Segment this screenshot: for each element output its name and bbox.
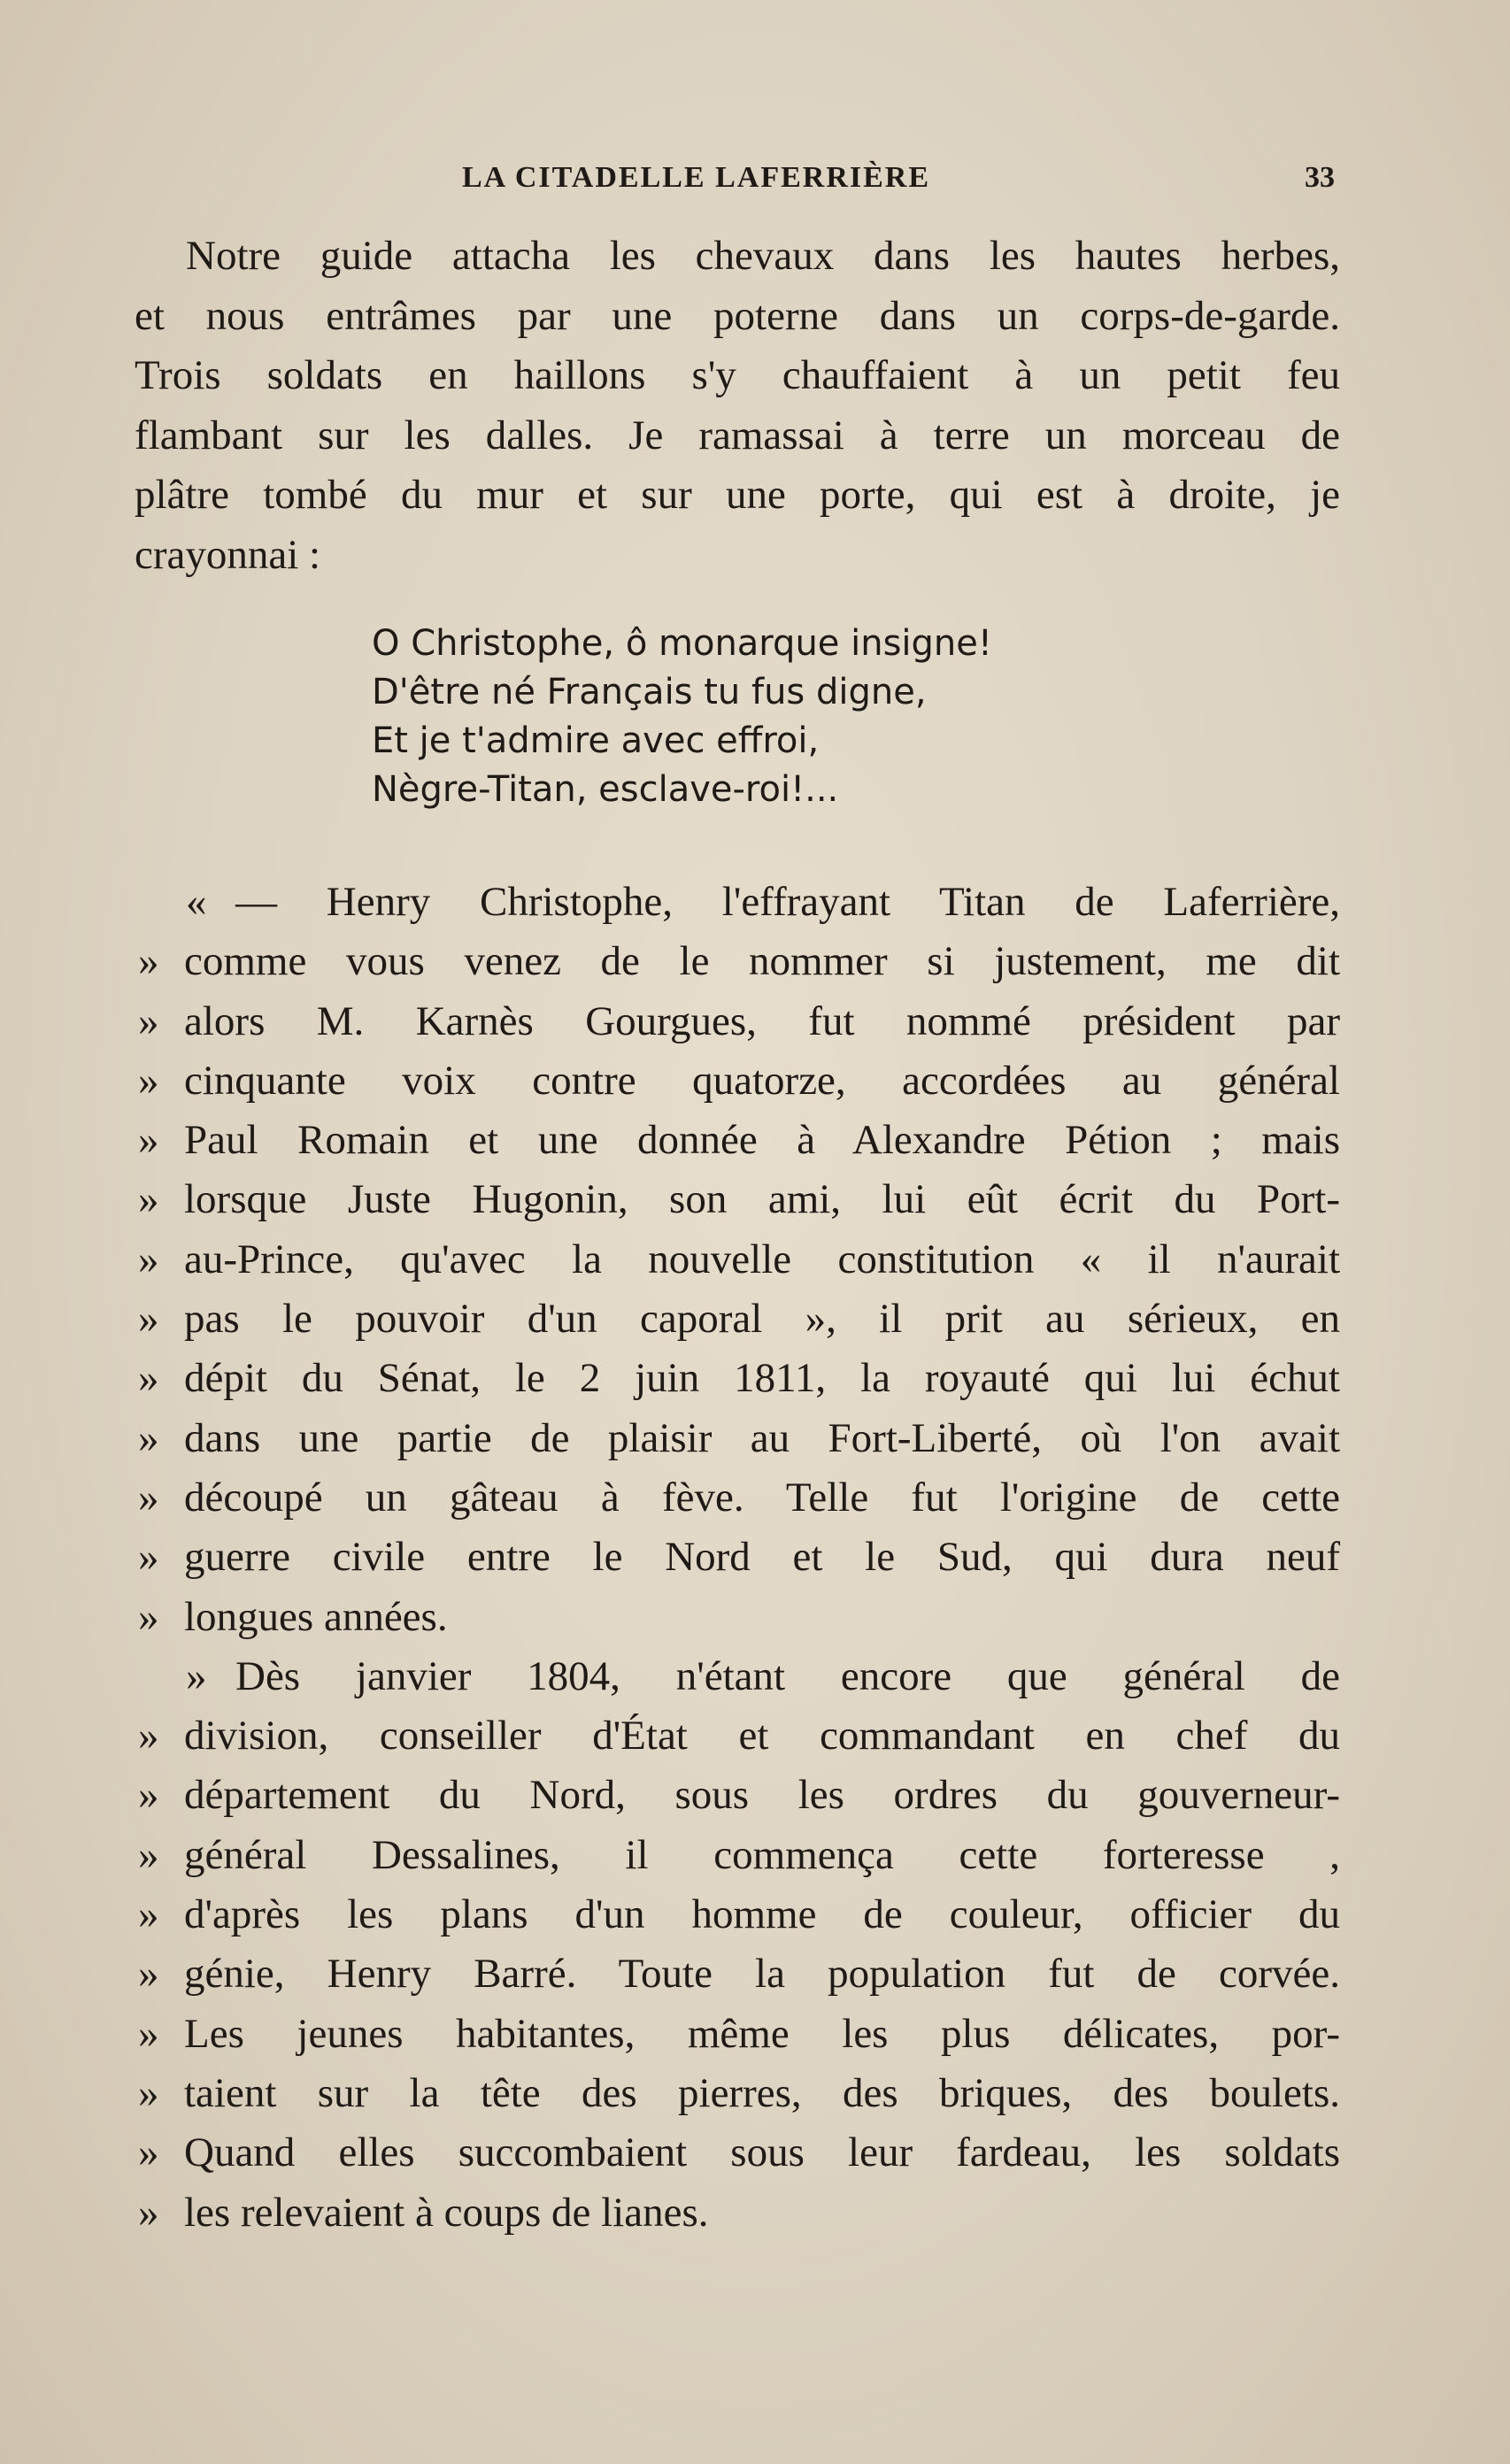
- quote-mark: »: [138, 1296, 159, 1343]
- quote-text: dépit du Sénat, le 2 juin 1811, la royauté qui lui échut: [184, 1355, 1340, 1402]
- quote-line: [135, 992, 1340, 1051]
- quote-mark: »: [138, 1057, 159, 1104]
- quote-mark: »: [138, 1414, 159, 1461]
- quote-line: [135, 1349, 1340, 1408]
- verse-block: [372, 620, 992, 814]
- quote-line: [135, 2123, 1340, 2183]
- quote-line: [135, 1826, 1340, 1885]
- quote-text: Quand elles succombaient sous leur fardeau, les soldats: [184, 2129, 1340, 2176]
- verse-line: Et je t'admire avec effroi,: [372, 720, 820, 761]
- quote-text: pas le pouvoir d'un caporal », il prit au sérieux, en: [184, 1296, 1340, 1343]
- quote-mark: »: [138, 2010, 159, 2057]
- quote-text: division, conseiller d'État et commandant en chef du: [184, 1713, 1340, 1759]
- quote-mark: »: [138, 1951, 159, 1998]
- quote-mark: »: [138, 1534, 159, 1581]
- quote-text: Paul Romain et une donnée à Alexandre Pétion ; mais: [184, 1117, 1340, 1164]
- quote-mark: »: [138, 1176, 159, 1223]
- quote-line: [135, 1528, 1340, 1587]
- quote-line: [135, 1409, 1340, 1468]
- quote-line: [135, 1885, 1340, 1944]
- quote-text: département du Nord, sous les ordres du gouverneur-: [184, 1772, 1340, 1819]
- quote-line: [135, 1706, 1340, 1766]
- page-number: 33: [1305, 161, 1335, 194]
- quote-text: longues années.: [184, 1593, 448, 1640]
- quote-mark: »: [138, 1236, 159, 1282]
- quote-mark: »: [138, 1891, 159, 1938]
- quote-text: alors M. Karnès Gourgues, fut nommé président par: [184, 997, 1340, 1044]
- text-line: plâtre tombé du mur et sur une porte, qui est à droite, je: [135, 472, 1340, 518]
- quote-text: — Henry Christophe, l'effrayant Titan de Laferrière,: [235, 879, 1340, 925]
- quote-line: [135, 932, 1340, 991]
- quote-line: [135, 1051, 1340, 1111]
- quote-line: [135, 1111, 1340, 1170]
- quote-line: [135, 1170, 1340, 1229]
- quote-text: découpé un gâteau à fève. Telle fut l'origine de cette: [184, 1474, 1340, 1521]
- quote-line: [135, 2064, 1340, 2123]
- quotation-block: [135, 873, 1340, 2243]
- quote-mark: «: [186, 879, 207, 925]
- quote-mark: »: [138, 1593, 159, 1640]
- quote-mark: »: [138, 997, 159, 1044]
- running-head: LA CITADELLE LAFERRIÈRE: [462, 161, 931, 194]
- quote-mark: »: [138, 2069, 159, 2116]
- quote-text: génie, Henry Barré. Toute la population fut de corvée.: [184, 1951, 1340, 1998]
- quote-mark: »: [138, 2189, 159, 2236]
- quote-text: les relevaient à coups de lianes.: [184, 2189, 709, 2236]
- quote-text: cinquante voix contre quatorze, accordées au général: [184, 1057, 1340, 1104]
- quote-line: [135, 1290, 1340, 1349]
- quote-text: dans une partie de plaisir au Fort-Liberté, où l'on avait: [184, 1414, 1340, 1461]
- text-line: Trois soldats en haillons s'y chauffaient à un petit feu: [135, 352, 1340, 398]
- quote-mark: »: [138, 1117, 159, 1164]
- verse-line: Nègre-Titan, esclave-roi!...: [372, 769, 839, 810]
- quote-line: [135, 2183, 1340, 2243]
- quote-line: [135, 2005, 1340, 2064]
- quote-text: lorsque Juste Hugonin, son ami, lui eût écrit du Port-: [184, 1176, 1340, 1223]
- page-header: [0, 161, 1510, 205]
- quote-text: Dès janvier 1804, n'étant encore que général de: [235, 1652, 1340, 1699]
- quote-line: [135, 1647, 1340, 1706]
- quote-line: [135, 873, 1340, 932]
- quote-text: taient sur la tête des pierres, des briques, des boulets.: [184, 2069, 1340, 2116]
- quote-mark: »: [138, 1355, 159, 1402]
- quote-line: [135, 1588, 1340, 1647]
- quote-line: [135, 1944, 1340, 2004]
- verse-line: D'être né Français tu fus digne,: [372, 672, 927, 712]
- quote-text: Les jeunes habitantes, même les plus délicates, por-: [184, 2010, 1340, 2057]
- quote-line: [135, 1230, 1340, 1290]
- text-line: crayonnai :: [135, 531, 321, 578]
- quote-mark: »: [138, 938, 159, 985]
- quote-text: au-Prince, qu'avec la nouvelle constitution « il n'aurait: [184, 1236, 1340, 1282]
- opening-paragraph: [135, 227, 1340, 585]
- quote-text: général Dessalines, il commença cette forteresse ,: [184, 1831, 1340, 1878]
- quote-line: [135, 1766, 1340, 1825]
- quote-mark: »: [138, 1713, 159, 1759]
- quote-mark: »: [138, 2129, 159, 2176]
- text-line: et nous entrâmes par une poterne dans un corps-de-garde.: [135, 292, 1340, 339]
- verse-line: O Christophe, ô monarque insigne!: [372, 623, 992, 664]
- quote-line: [135, 1468, 1340, 1528]
- text-line: Notre guide attacha les chevaux dans les hautes herbes,: [186, 233, 1340, 279]
- quote-text: guerre civile entre le Nord et le Sud, qui dura neuf: [184, 1534, 1340, 1581]
- quote-text: d'après les plans d'un homme de couleur, officier du: [184, 1891, 1340, 1938]
- quote-text: comme vous venez de le nommer si justement, me dit: [184, 938, 1340, 985]
- quote-mark: »: [138, 1474, 159, 1521]
- quote-mark: »: [186, 1652, 207, 1699]
- quote-mark: »: [138, 1772, 159, 1819]
- quote-mark: »: [138, 1831, 159, 1878]
- text-line: flambant sur les dalles. Je ramassai à terre un morceau de: [135, 412, 1340, 458]
